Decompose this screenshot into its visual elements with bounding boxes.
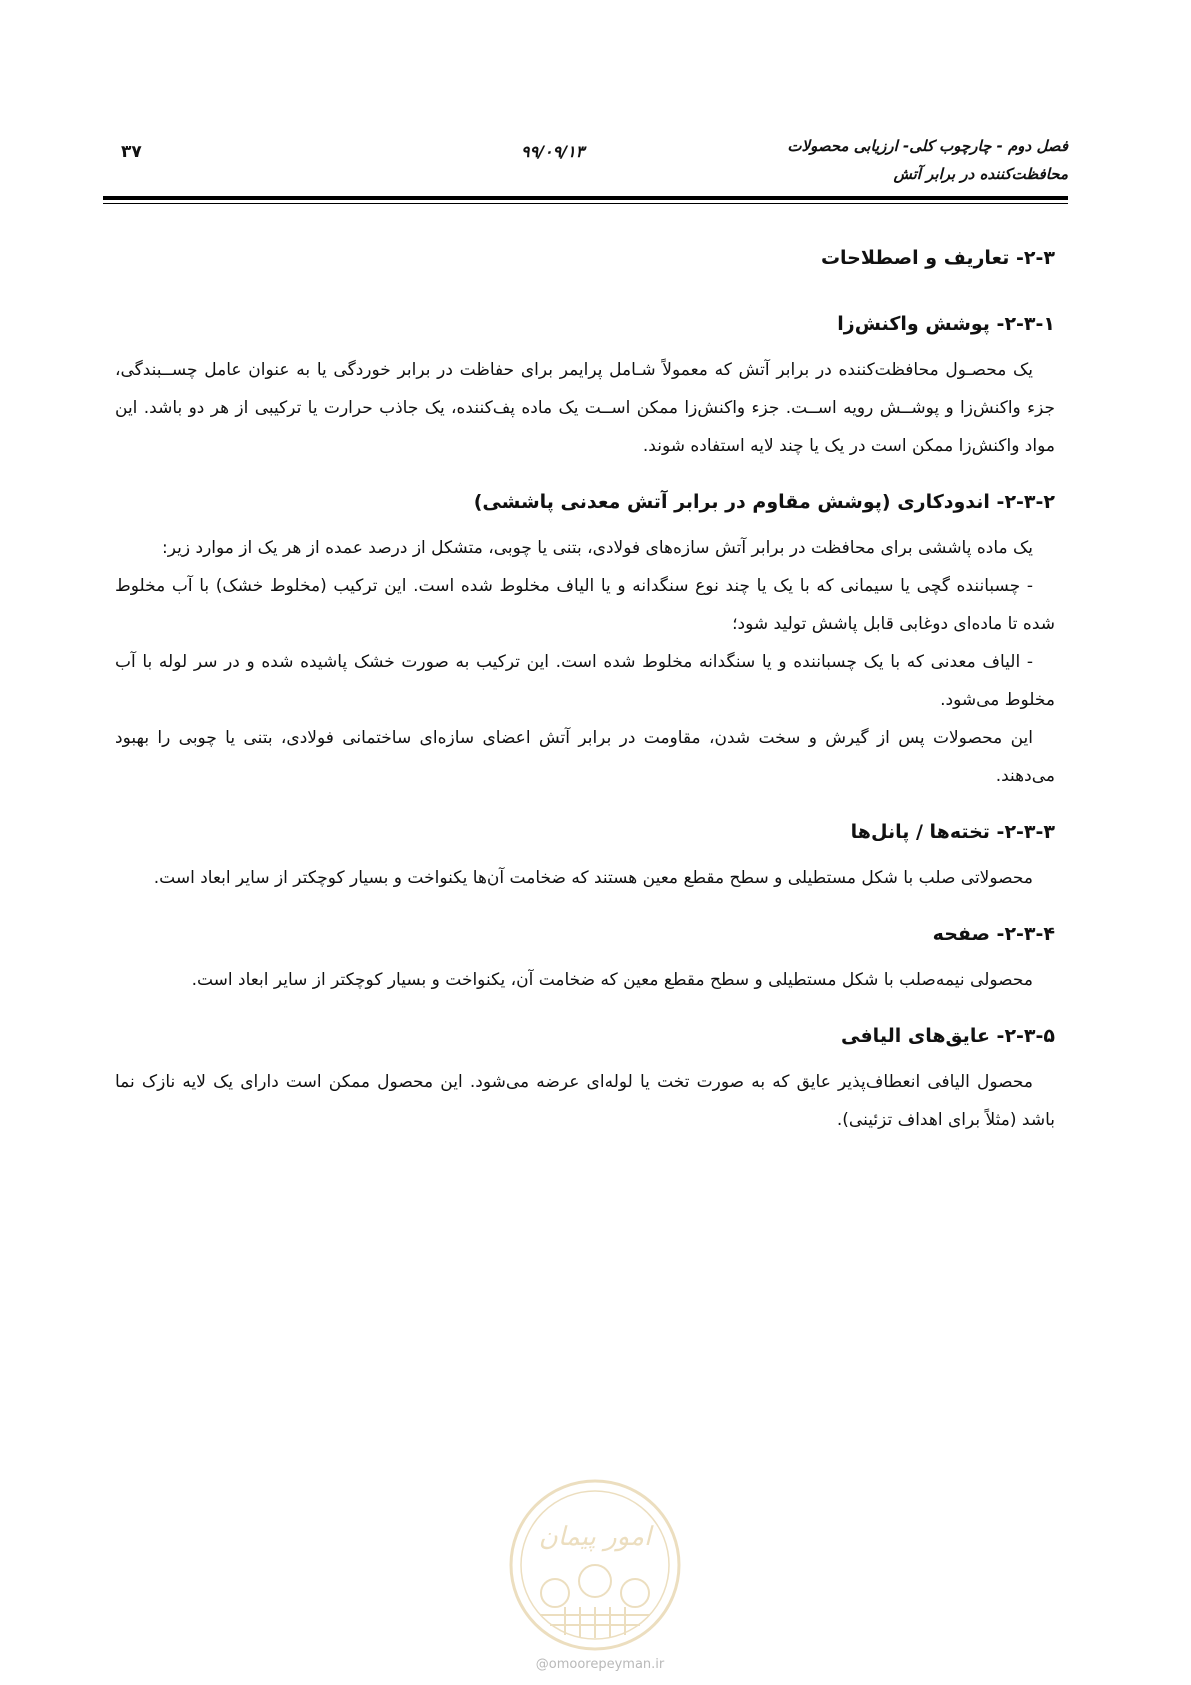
- watermark-url: @omoorepeyman.ir: [535, 1657, 665, 1672]
- subsection-heading-4: ۲-۳-۴- صفحه: [932, 923, 1055, 945]
- chapter-title-line1: فصل دوم - چارچوب کلی- ارزیابی محصولات: [787, 137, 1068, 155]
- subsection-heading-1: ۲-۳-۱- پوشش واکنش‌زا: [837, 313, 1055, 335]
- header-date: ۹۹/۰۹/۱۳: [521, 142, 585, 161]
- subsection-heading-5: ۲-۳-۵- عایق‌های الیافی: [841, 1025, 1055, 1047]
- header-rule-thick: [103, 196, 1068, 200]
- header-rule-thin: [103, 203, 1068, 204]
- paragraph-spray-definition: یک ماده پاششی برای محافظت در برابر آتش سازه‌های فولادی، بتنی یا چوبی، متشکل از درصد عمده از هر یک از موارد زیر:: [162, 538, 1033, 558]
- paragraph-boards: محصولاتی صلب با شکل مستطیلی و سطح مقطع معین هستند که ضخامت آن‌ها یکنواخت و بسیار کوچکتر از سایر ابعاد است.: [153, 868, 1033, 888]
- subsection-heading-3: ۲-۳-۳- تخته‌ها / پانل‌ها: [850, 821, 1055, 843]
- watermark-logo-text: امور پیمان: [538, 1522, 652, 1552]
- document-body: [115, 243, 1055, 1139]
- page-header: [103, 128, 1068, 204]
- paragraph-spray-performance: این محصولات پس از گیرش و سخت شدن، مقاومت در برابر آتش اعضای سازه‌ای ساختمانی فولادی، بتنی یا چوبی را بهبود می‌دهند.: [115, 728, 1055, 786]
- list-item-mineral-fiber: - الیاف معدنی که با یک چسباننده و یا سنگدانه مخلوط شده است. این ترکیب به صورت خشک پاشیده شده و در سر لوله با آب مخلوط می‌شود.: [115, 652, 1055, 710]
- chapter-title: [787, 132, 1068, 188]
- list-item-gypsum-binder: - چسباننده گچی یا سیمانی که با یک یا چند نوع سنگدانه و یا الیاف مخلوط شده است. این ترکیب (مخلوط خشک) با آب مخلوط شده تا ماده‌ای دوغابی قابل پاشش تولید شود؛: [115, 576, 1055, 634]
- section-heading: ۲-۳- تعاریف و اصطلاحات: [820, 247, 1055, 269]
- paragraph-slab: محصولی نیمه‌صلب با شکل مستطیلی و سطح مقطع معین که ضخامت آن، یکنواخت و بسیار کوچکتر از سایر ابعاد است.: [191, 970, 1033, 990]
- paragraph-fibrous-insulation: محصول الیافی انعطاف‌پذیر عایق که به صورت تخت یا لوله‌ای عرضه می‌شود. این محصول ممکن است دارای یک لایه نازک نما باشد (مثلاً برای اهداف تزئینی).: [115, 1072, 1055, 1130]
- page-number: ۳۷: [121, 142, 142, 162]
- watermark-logo: [505, 1475, 685, 1655]
- chapter-title-line2: محافظت‌کننده در برابر آتش: [893, 165, 1068, 183]
- paragraph-reactive-coating: یک محصـول محافظت‌کننده در برابر آتش که معمولاً شـامل پرایمر برای حفاظت در برابر خوردگی یا به عنوان عامل چســبندگی، جزء واکنش‌زا و پوشــش رویه اســت. جزء واکنش‌زا ممکن اســت یک ماده پف‌کننده، یک جاذب حرارت یا ترکیبی از هر دو باشد. این مواد واکنش‌زا ممکن است در یک یا چند لایه استفاده شوند.: [115, 360, 1055, 456]
- subsection-heading-2: ۲-۳-۲- اندودکاری (پوشش مقاوم در برابر آتش معدنی پاششی): [473, 491, 1055, 513]
